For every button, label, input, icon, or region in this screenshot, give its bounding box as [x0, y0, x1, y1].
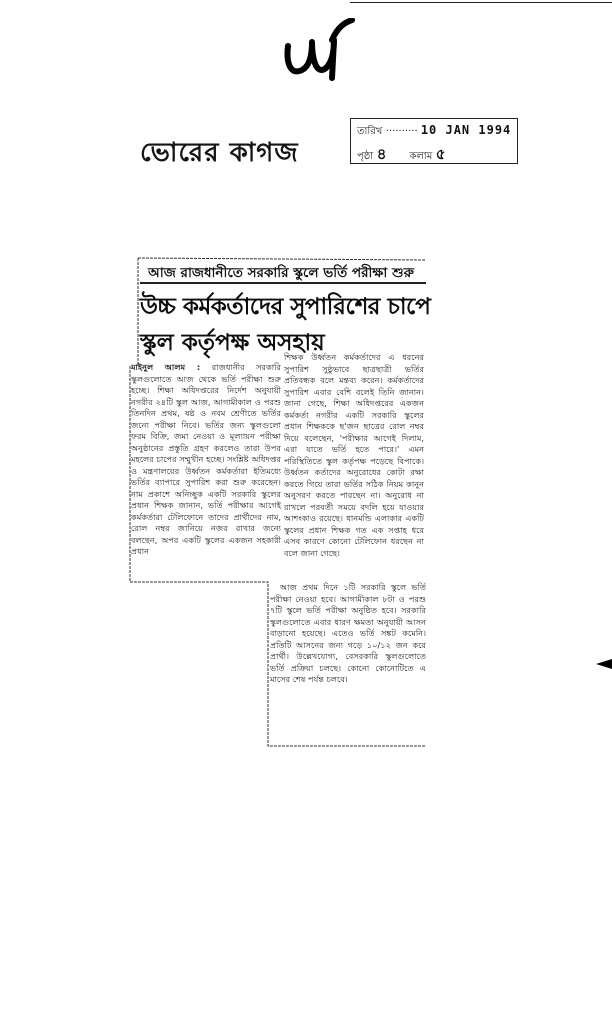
column-label: কলাম	[409, 151, 433, 162]
page-value: ৪	[376, 145, 387, 163]
article-column-bottom	[270, 582, 426, 746]
right-column-text: শিক্ষক উর্ধ্বতন কর্মকর্তাদের এ ধরনের সুপারিশ সুষ্ঠুভাবে ছাত্রছাত্রী ভর্তির প্রতিবন্ধক বলে মন্তব্য করেন। কর্মকর্তাদের সুপারিশ এবার বেশি বলেই তিনি জানান। জানা গেছে, শিক্ষা অধিদপ্তরের একজন কর্মকর্তা নগরীর একটি সরকারি স্কুলের প্রধান শিক্ষককে ছ'জন ছাত্রের রোল নম্বর দিয়ে বলেছেন, 'পরীক্ষার আগেই দিলাম, এরা যাতে ভর্তি হতে পারে।' এমন পরিস্থিতিতে স্কুল কর্তৃপক্ষ পড়েছে বিপাকে। উর্ধ্বতন কর্তাদের অনুরোধের কোটা রক্ষা করতে গিয়ে তারা ভর্তির সঠিক নিয়ম কানুন অনুসরণ করতে পারছেন না। অনুরোধ না রাখলে পরবর্তী সময়ে বদলি হয়ে যাওয়ার আশংকাও রয়েছে। ধানমন্ডি এলাকার একটি স্কুলের প্রধান শিক্ষক গত এক সপ্তাহ ধরে এসব কারণে কোনো টেলিফোন ধরছেন না বলে জানা গেছে।	[284, 352, 424, 558]
date-value: 10 JAN 1994	[420, 123, 512, 137]
clipping-stamp: তারিখ ·········· 10 JAN 1994 পৃষ্ঠা ৪ কলাম ৫	[350, 118, 518, 164]
article-headline-line2: স্কুল কর্তৃপক্ষ অসহায়	[140, 329, 325, 356]
article-kicker: আজ রাজধানীতে সরকারি স্কুলে ভর্তি পরীক্ষা শুরু	[148, 265, 414, 281]
article-headline-line1: উচ্চ কর্মকর্তাদের সুপারিশের চাপে	[140, 293, 431, 320]
left-column-text: রাজধানীর সরকারি স্কুলগুলোতে আজ থেকে ভর্তি পরীক্ষা শুরু হচ্ছে। শিক্ষা অধিদপ্তরের নির্দেশ অনুযায়ী নগরীর ২৪টি স্কুল আজ, আগামীকাল ও পরশু তিনদিন প্রথম, ষষ্ঠ ও নবম শ্রেণীতে ভর্তির জন্যে পরীক্ষা নিবে। ভর্তির জন্য স্কুলগুলো ফরম বিক্রি, জমা নেওয়া ও মূল্যায়ন পরীক্ষা অনুষ্ঠানের প্রস্তুতি গ্রহণ করলেও তারা উপর মহলের চাপের সম্মুখীন হচ্ছে। সংশ্লিষ্ট অধিদপ্তর ও মন্ত্রণালয়ের উর্ধ্বতন কর্মকর্তারা ইতিমধ্যে ভর্তির ব্যাপারে সুপারিশ করা শুরু করেছেন। নাম প্রকাশে অনিচ্ছুক একটি সরকারি স্কুলের প্রধান শিক্ষক জানান, ভর্তি পরীক্ষার আগেই কর্মকর্তারা টেলিফোনে তাদের প্রার্থীদের নাম, রোল নম্বর জানিয়ে নজর রাখার জন্যে বলছেন, অপর একটি স্কুলের একজন সহকারী প্রধান	[131, 362, 281, 556]
newspaper-masthead: ভোরের কাগজ	[140, 138, 299, 168]
kicker-divider	[140, 282, 426, 284]
handwritten-mark-image	[282, 18, 358, 88]
page-label: পৃষ্ঠা	[357, 151, 374, 162]
article-byline: মাইনুল আলম :	[131, 362, 201, 372]
scan-edge-line	[350, 2, 612, 3]
column-value: ৫	[435, 145, 446, 163]
margin-arrow-mark	[596, 659, 612, 669]
bottom-column-text: আজ প্রথম দিনে ১টি সরকারি স্কুলে ভর্তি পরীক্ষা নেওয়া হবে। আগামীকাল ৮টা ও পরশু ৭টি স্কুলে ভর্তি পরীক্ষা অনুষ্ঠিত হবে। সরকারি স্কুলগুলোতে এবার ধারণ ক্ষমতা অনুযায়ী আসন বাড়ানো হয়েছে। এতেও ভর্তি সঙ্কট কমেনি। প্রতিটি আসনের জন্য গড়ে ১০/১২ জন করে প্রার্থী। উল্লেখযোগ্য, বেসরকারি স্কুলগুলোতে ভর্তি প্রক্রিয়া চলছে। কোনো কোনোটিতে এ মাসের শেষ পর্যন্ত চলবে।	[270, 582, 426, 684]
date-label: তারিখ	[357, 126, 383, 137]
article-column-left	[131, 362, 281, 578]
article-column-right	[284, 352, 424, 580]
